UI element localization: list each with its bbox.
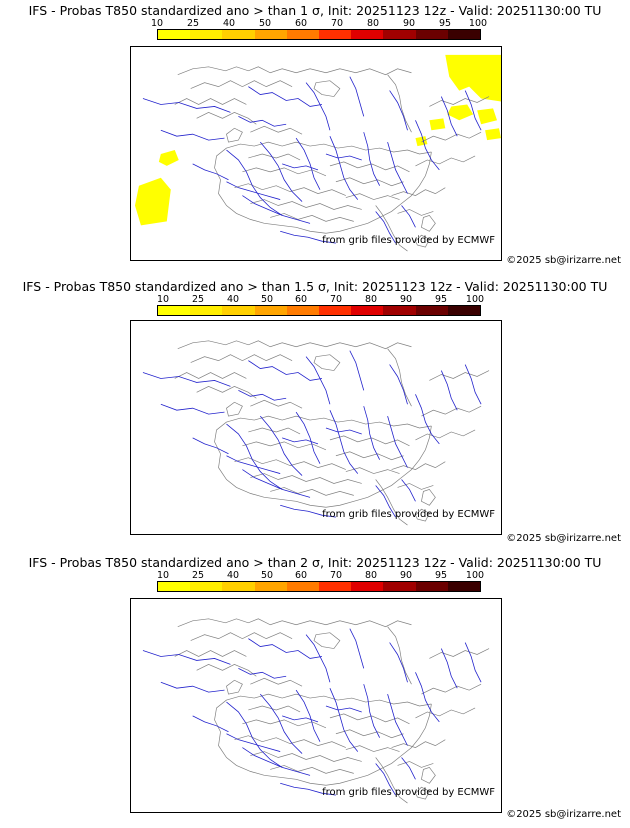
colorbar-tick: 50	[258, 18, 272, 29]
colorbar-segment	[319, 306, 351, 315]
colorbar-segment	[287, 306, 319, 315]
map-graphic-3	[131, 599, 501, 812]
colorbar-tick: 10	[150, 18, 164, 29]
map-canvas-3[interactable]	[130, 598, 502, 813]
colorbar-tick: 95	[434, 570, 448, 581]
probability-shading-layer	[135, 55, 501, 225]
colorbar-tick: 50	[260, 570, 274, 581]
panel-title-2: IFS - Probas T850 standardized ano > than 1.5 σ, Init: 20251123 12z - Valid: 20251130:00 TU	[22, 279, 608, 294]
colorbar-tick: 95	[438, 18, 452, 29]
colorbar-segment	[158, 306, 190, 315]
ecmwf-credit-2: from grib files provided by ECMWF	[322, 509, 495, 520]
colorbar-tick: 40	[222, 18, 236, 29]
colorbar-segment	[190, 30, 222, 39]
colorbar-gradient-1	[157, 29, 481, 40]
colorbar-tick: 90	[402, 18, 416, 29]
colorbar-segment	[287, 30, 319, 39]
colorbar-tick: 80	[364, 570, 378, 581]
colorbar-segment	[190, 306, 222, 315]
colorbar-segment	[351, 306, 383, 315]
colorbar-segment	[222, 30, 254, 39]
colorbar-segment	[255, 582, 287, 591]
panel-title-3: IFS - Probas T850 standardized ano > than 2 σ, Init: 20251123 12z - Valid: 20251130:00 TU	[28, 555, 602, 570]
colorbar-segment	[383, 306, 415, 315]
colorbar-segment	[351, 30, 383, 39]
colorbar-tick: 80	[364, 294, 378, 305]
panel-title-1: IFS - Probas T850 standardized ano > than 1 σ, Init: 20251123 12z - Valid: 20251130:00 TU	[28, 3, 602, 18]
colorbar-tick: 25	[191, 570, 205, 581]
map-canvas-2[interactable]	[130, 320, 502, 535]
map-panel-1	[0, 0, 630, 276]
colorbar-segment	[416, 30, 448, 39]
colorbar-tick: 40	[226, 570, 240, 581]
colorbar-segment	[255, 30, 287, 39]
map-canvas-1[interactable]	[130, 46, 502, 261]
colorbar-gradient-2	[157, 305, 481, 316]
colorbar-segment	[222, 306, 254, 315]
colorbar-segment	[448, 306, 480, 315]
map-graphic-2	[131, 321, 501, 534]
colorbar-tick: 100	[468, 18, 488, 29]
colorbar-tick: 10	[156, 570, 170, 581]
colorbar-tick: 90	[399, 570, 413, 581]
site-credit-3: ©2025 sb@irizarre.net	[506, 809, 621, 820]
colorbar-tick: 60	[294, 294, 308, 305]
coastline-borders-layer	[175, 619, 489, 803]
colorbar-tick: 60	[294, 570, 308, 581]
ecmwf-credit-1: from grib files provided by ECMWF	[322, 235, 495, 246]
map-panel-3	[0, 552, 630, 828]
colorbar-segment	[319, 582, 351, 591]
colorbar-segment	[383, 582, 415, 591]
colorbar-segment	[255, 306, 287, 315]
colorbar-tick: 40	[226, 294, 240, 305]
coastline-borders-layer	[175, 67, 489, 251]
map-panel-2	[0, 276, 630, 552]
colorbar-tick: 80	[366, 18, 380, 29]
colorbar-segment	[448, 582, 480, 591]
colorbar-segment	[319, 30, 351, 39]
colorbar-tick: 100	[465, 294, 485, 305]
site-credit-2: ©2025 sb@irizarre.net	[506, 533, 621, 544]
colorbar-segment	[158, 582, 190, 591]
map-graphic-1	[131, 47, 501, 260]
colorbar-segment	[416, 582, 448, 591]
colorbar-tick: 60	[294, 18, 308, 29]
colorbar-tick: 100	[465, 570, 485, 581]
colorbar-segment	[190, 582, 222, 591]
colorbar-tick: 25	[186, 18, 200, 29]
colorbar-segment	[383, 30, 415, 39]
colorbar-tick: 70	[329, 570, 343, 581]
colorbar-gradient-3	[157, 581, 481, 592]
colorbar-tick: 70	[329, 294, 343, 305]
colorbar-segment	[158, 30, 190, 39]
colorbar-segment	[351, 582, 383, 591]
colorbar-tick: 25	[191, 294, 205, 305]
colorbar-tick: 50	[260, 294, 274, 305]
colorbar-tick: 70	[330, 18, 344, 29]
colorbar-3	[0, 571, 630, 593]
colorbar-segment	[222, 582, 254, 591]
colorbar-tick: 90	[399, 294, 413, 305]
ecmwf-credit-3: from grib files provided by ECMWF	[322, 787, 495, 798]
site-credit-1: ©2025 sb@irizarre.net	[506, 255, 621, 266]
colorbar-1	[0, 19, 630, 41]
colorbar-2	[0, 295, 630, 317]
coastline-borders-layer	[175, 341, 489, 525]
colorbar-segment	[448, 30, 480, 39]
colorbar-segment	[287, 582, 319, 591]
colorbar-tick: 95	[434, 294, 448, 305]
colorbar-tick: 10	[156, 294, 170, 305]
colorbar-segment	[416, 306, 448, 315]
